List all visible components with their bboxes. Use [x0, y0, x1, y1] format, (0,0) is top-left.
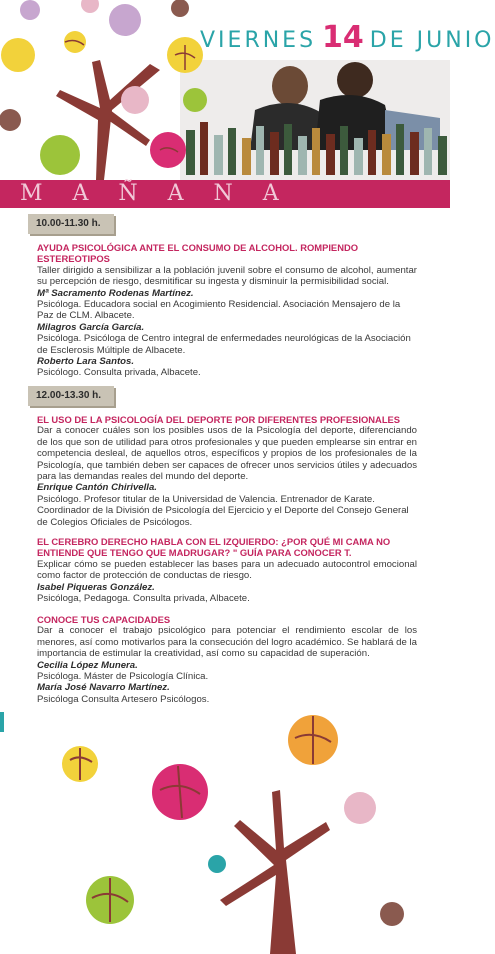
- speaker-name: Mª Sacramento Rodenas Martínez.: [37, 287, 194, 299]
- talk-title: EL CEREBRO DERECHO HABLA CON EL IZQUIERDO: ¿POR QUÉ MI CAMA NO ENTIENDE QUE TENGO QUE MADRUGAR? " GUÍA PARA CONOCER T.: [37, 536, 391, 559]
- speaker-role: Psicóloga, Pedagoga. Consulta privada, Albacete.: [37, 593, 250, 605]
- talk-description: Dar a conocer cuáles son los posibles usos de la Psicología del deporte, diferenciando de los que son de utilidad para otros profesionales y que pueden emplearse sin entrar en competencia desleal, de aquellos otros, específicos y propios de los profesionales de la Psicología, que también deben ser capaces de ofrecer unos servicios útiles y adecuados para las demandas reales del mundo del deporte.: [37, 425, 417, 483]
- speaker-name: María José Navarro Martínez.: [37, 682, 170, 694]
- speaker-role: Psicólogo. Consulta privada, Albacete.: [37, 367, 201, 379]
- talk-alcohol: [37, 242, 417, 379]
- speaker-name: Roberto Lara Santos.: [37, 356, 135, 368]
- date-title: [200, 20, 495, 55]
- talk-description: Taller dirigido a sensibilizar a la población juvenil sobre el consumo de alcohol, aumentar su percepción de riesgo, desmitificar su ingesta y disminuir la permisibilidad social.: [37, 264, 417, 288]
- header: [0, 0, 495, 180]
- speaker-role: Psicóloga Consulta Artesero Psicólogos.: [37, 693, 210, 705]
- talk-title: AYUDA PSICOLÓGICA ANTE EL CONSUMO DE ALCOHOL. ROMPIENDO ESTEREOTIPOS: [37, 242, 359, 265]
- speaker-name: Enrique Cantón Chirivella.: [37, 482, 157, 494]
- section-title: MAÑANA: [20, 181, 309, 206]
- speaker-name: Isabel Piqueras González.: [37, 581, 155, 593]
- speaker-role: Psicóloga. Educadora social en Acogimiento Residencial. Asociación Mensajero de la Paz de CLM. Albacete.: [37, 299, 401, 322]
- talk-description: Explicar cómo se pueden establecer las bases para un adecuado autocontrol emocional como factor de protección de conductas de riesgo.: [37, 558, 417, 582]
- talk-capacities: [37, 614, 417, 705]
- talk-description: Dar a conocer el trabajo psicológico para potenciar el rendimiento escolar de los menores, así como motivarlos para la consecución del logro académico. Se hablará de la importancia de estimular la creatividad, así como su capacidad de superación.: [37, 625, 417, 660]
- talk-title: EL USO DE LA PSICOLOGÍA DEL DEPORTE POR DIFERENTES PROFESIONALES: [37, 414, 401, 425]
- time-tab-2: 12.00-13.30 h.: [28, 386, 114, 406]
- speaker-role: Psicóloga. Máster de Psicología Clínica.: [37, 671, 209, 683]
- day-label: VIERNES: [200, 28, 317, 53]
- talk-sport-psychology: [37, 414, 417, 528]
- month-label: JUNIO: [416, 28, 495, 53]
- talk-title: CONOCE TUS CAPACIDADES: [37, 614, 171, 625]
- speaker-role: Psicólogo. Profesor titular de la Universidad de Valencia. Entrenador de Karate. Coordinador de la División de Psicología del Ejercicio y el Deporte del Consejo General de Colegios Oficiales de Psicólogos.: [37, 493, 409, 528]
- speaker-role: Psicóloga. Psicóloga de Centro integral de enfermedades neurológicas de la Asociación de Esclerosis Múltiple de Albacete.: [37, 333, 411, 356]
- tree-illustration-bottom: [0, 700, 450, 954]
- talk-brain: [37, 536, 417, 604]
- date-number: 14: [322, 20, 364, 55]
- speaker-name: Milagros García García.: [37, 321, 145, 333]
- de-label: DE: [369, 28, 407, 53]
- speaker-name: Cecilia López Munera.: [37, 659, 138, 671]
- time-tab-1: 10.00-11.30 h.: [28, 214, 114, 234]
